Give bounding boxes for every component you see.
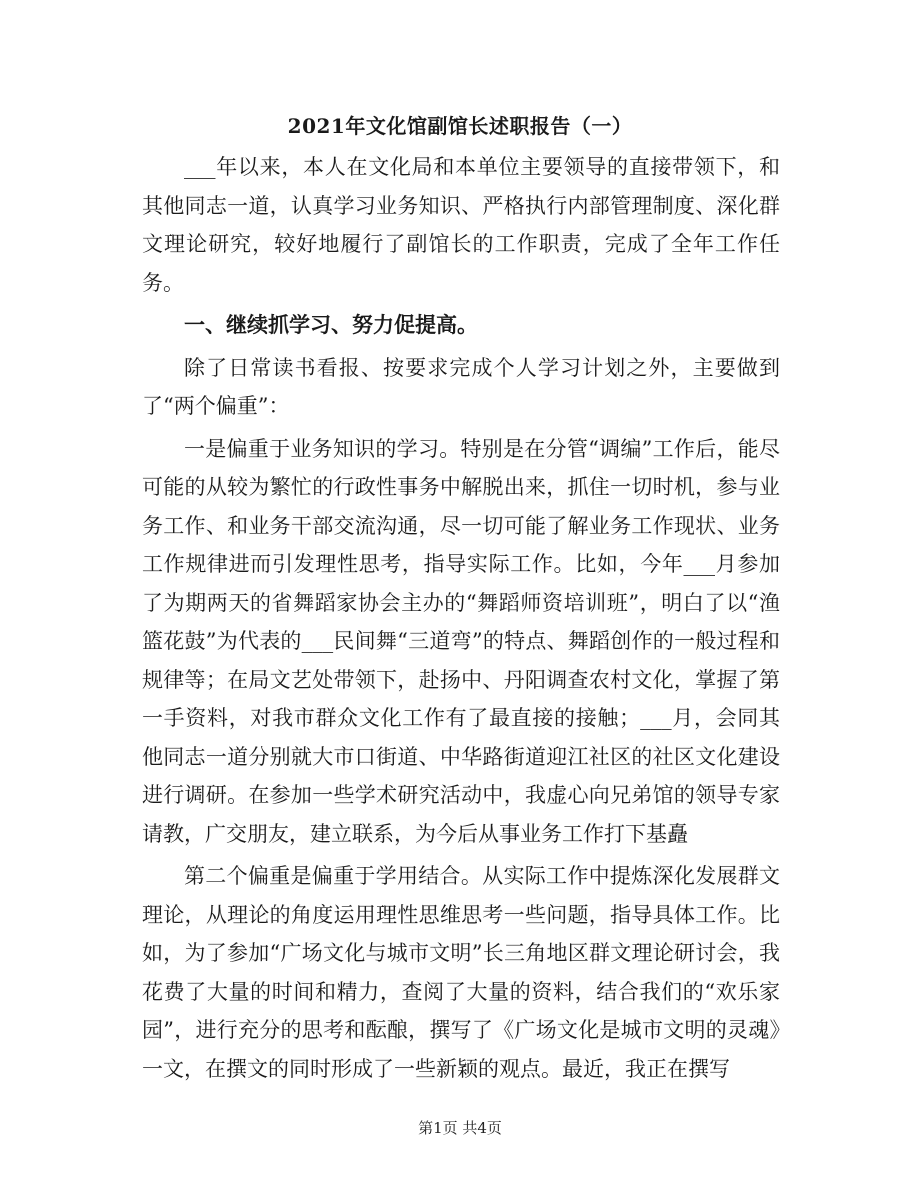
page-number: 第1页 共4页: [418, 1119, 502, 1137]
paragraph-intro: ___年以来，本人在文化局和本单位主要领导的直接带领下，和其他同志一道，认真学习业务知识、严格执行内部管理制度、深化群文理论研究，较好地履行了副馆长的工作职责，完成了全年工作任务。: [142, 155, 780, 295]
section-heading: 一、继续抓学习、努力促提高。: [184, 312, 478, 337]
document-body: [142, 148, 780, 1088]
paragraph-business-study: 一是偏重于业务知识的学习。特别是在分管“调编”工作后，能尽可能的从较为繁忙的行政性事务中解脱出来，抓住一切时机，参与业务工作、和业务干部交流沟通，尽一切可能了解业务工作现状、业务工作规律进而引发理性思考，指导实际工作。比如，今年___月参加了为期两天的省舞蹈家协会主办的“舞蹈师资培训班”，明白了以“渔篮花鼓”为代表的___民间舞“三道弯”的特点、舞蹈创作的一般过程和规律等；在局文艺处带领下，赴扬中、丹阳调查农村文化，掌握了第一手资料，对我市群众文化工作有了最直接的接触；___月，会同其他同志一道分别就大市口街道、中华路街道迎江社区的社区文化建设进行调研。在参加一些学术研究活动中，我虚心向兄弟馆的领导专家请教，广交朋友，建立联系，为今后从事业务工作打下基矗: [142, 436, 780, 846]
paragraph-theory-practice: 第二个偏重是偏重于学用结合。从实际工作中提炼深化发展群文理论，从理论的角度运用理性思维思考一些问题，指导具体工作。比如，为了参加“广场文化与城市文明”长三角地区群文理论研讨会，我花费了大量的时间和精力，查阅了大量的资料，结合我们的“欢乐家园”，进行充分的思考和酝酿，撰写了《广场文化是城市文明的灵魂》一文，在撰文的同时形成了一些新颖的观点。最近，我正在撰写: [142, 864, 780, 1081]
paragraph-two-emphases: 除了日常读书看报、按要求完成个人学习计划之外，主要做到了“两个偏重”：: [142, 355, 780, 418]
document-title: 2021年文化馆副馆长述职报告（一）: [287, 114, 633, 138]
